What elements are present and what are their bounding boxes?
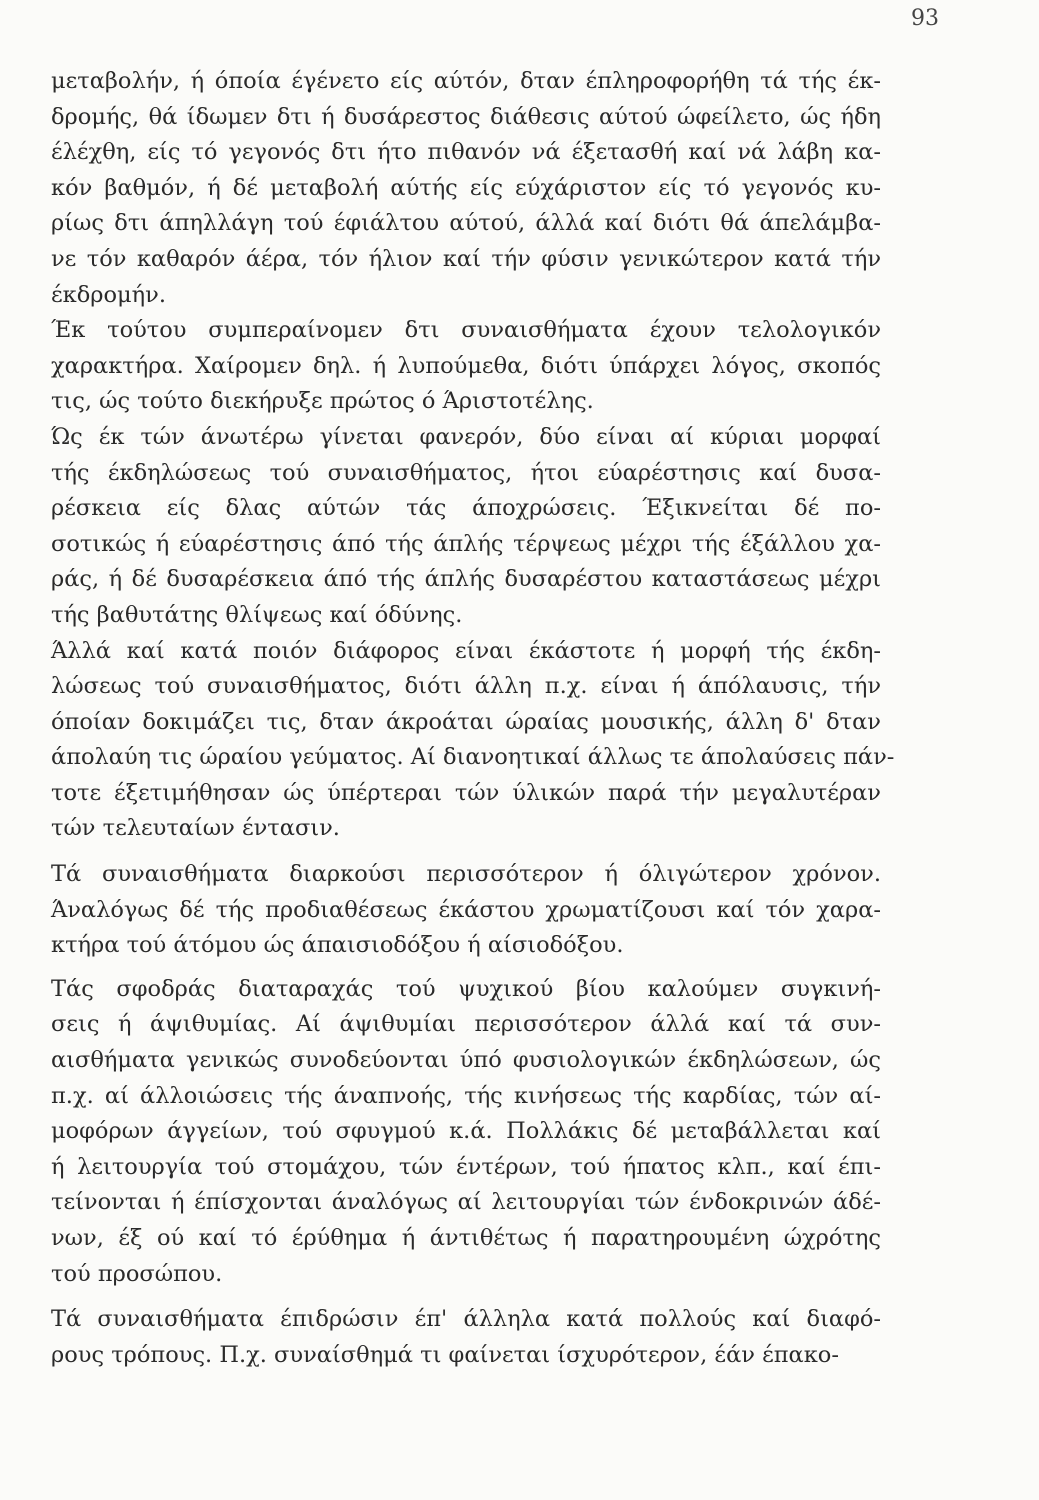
text-line: Τά συναισθήματα έπιδρώσιν έπ' άλληλα κατά πολλούς καί διαφό- xyxy=(51,1306,881,1333)
text-line: έκδρομήν. xyxy=(51,281,166,308)
text-line: άπολαύη τις ώραίου γεύματος. Αί διανοητικαί άλλως τε άπολαύσεις πάν- xyxy=(51,744,895,771)
text-line: Ώς έκ τών άνωτέρω γίνεται φανερόν, δύο είναι αί κύριαι μορφαί xyxy=(51,423,881,450)
text-line: ή λειτουργία τού στομάχου, τών έντέρων, τού ήπατος κλπ., καί έπι- xyxy=(51,1153,881,1180)
text-line: τής έκδηλώσεως τού συναισθήματος, ήτοι εύαρέστησις καί δυσα- xyxy=(51,459,881,486)
paragraph-gap xyxy=(51,1292,881,1302)
text-line: ρους τρόπους. Π.χ. συναίσθημά τι φαίνεται ίσχυρότερον, έάν έπακο- xyxy=(51,1341,839,1368)
paragraph xyxy=(51,420,881,634)
paragraph xyxy=(51,313,881,420)
text-line: Άλλά καί κατά ποιόν διάφορος είναι έκάστοτε ή μορφή τής έκδη- xyxy=(51,637,881,664)
text-line: όποίαν δοκιμάζει τις, δταν άκροάται ώραίας μουσικής, άλλη δ' δταν xyxy=(51,708,881,735)
text-line: τις, ώς τούτο διεκήρυξε πρώτος ό Άριστοτέλης. xyxy=(51,388,594,415)
text-line: κτήρα τού άτόμου ώς άπαισιοδόξου ή αίσιοδόξου. xyxy=(51,932,624,959)
text-line: Έκ τούτου συμπεραίνομεν δτι συναισθήματα έχουν τελολογικόν xyxy=(51,317,881,344)
text-line: Τάς σφοδράς διαταραχάς τού ψυχικού βίου καλούμεν συγκινή- xyxy=(51,975,881,1002)
text-line: χαρακτήρα. Χαίρομεν δηλ. ή λυπούμεθα, διότι ύπάρχει λόγος, σκοπός xyxy=(51,352,881,379)
text-line: τοτε έξετιμήθησαν ώς ύπέρτεραι τών ύλικών παρά τήν μεγαλυτέραν xyxy=(51,779,881,806)
paragraph-gap xyxy=(51,964,881,972)
paragraph xyxy=(51,1302,881,1373)
paragraph xyxy=(51,634,895,848)
text-line: κόν βαθμόν, ή δέ μεταβολή αύτής είς εύχάριστον είς τό γεγονός κυ- xyxy=(51,174,881,201)
text-line: έλέχθη, είς τό γεγονός δτι ήτο πιθανόν νά έξετασθή καί νά λάβη κα- xyxy=(51,139,881,166)
text-line: Τά συναισθήματα διαρκούσι περισσότερον ή όλιγώτερον χρόνον. xyxy=(51,861,881,888)
text-line: αισθήματα γενικώς συνοδεύονται ύπό φυσιολογικών έκδηλώσεων, ώς xyxy=(51,1047,881,1074)
text-line: τών τελευταίων έντασιν. xyxy=(51,815,340,842)
paragraph xyxy=(51,972,881,1292)
text-line: λώσεως τού συναισθήματος, διότι άλλη π.χ. είναι ή άπόλαυσις, τήν xyxy=(51,673,881,700)
text-line: δρομής, θά ίδωμεν δτι ή δυσάρεστος διάθεσις αύτού ώφείλετο, ώς ήδη xyxy=(51,103,881,130)
text-line: νων, έξ ού καί τό έρύθημα ή άντιθέτως ή παρατηρουμένη ώχρότης xyxy=(51,1225,881,1251)
text-line: σεις ή άψιθυμίας. Αί άψιθυμίαι περισσότερον άλλά καί τά συν- xyxy=(51,1011,881,1038)
paragraph-gap xyxy=(51,847,881,857)
text-line: σοτικώς ή εύαρέστησις άπό τής άπλής τέρψεως μέχρι τής έξάλλου χα- xyxy=(51,530,881,557)
text-line: π.χ. αί άλλοιώσεις τής άναπνοής, τής κινήσεως τής καρδίας, τών αί- xyxy=(51,1082,881,1109)
text-line: τής βαθυτάτης θλίψεως καί όδύνης. xyxy=(51,601,463,628)
body-text xyxy=(51,64,895,1373)
text-line: ρίως δτι άπηλλάγη τού έφιάλτου αύτού, άλλά καί διότι θά άπελάμβα- xyxy=(51,210,881,237)
text-line: τείνονται ή έπίσχονται άναλόγως αί λειτουργίαι τών ένδοκρινών άδέ- xyxy=(51,1189,881,1216)
page-number: 93 xyxy=(911,6,939,31)
text-line: ράς, ή δέ δυσαρέσκεια άπό τής άπλής δυσαρέστου καταστάσεως μέχρι xyxy=(51,566,881,593)
paragraph xyxy=(51,64,881,313)
text-line: Άναλόγως δέ τής προδιαθέσεως έκάστου χρωματίζουσι καί τόν χαρα- xyxy=(51,896,881,923)
text-line: ρέσκεια είς δλας αύτών τάς άποχρώσεις. Έξικνείται δέ πο- xyxy=(51,495,881,522)
text-line: τού προσώπου. xyxy=(51,1260,223,1287)
text-line: νε τόν καθαρόν άέρα, τόν ήλιον καί τήν φύσιν γενικώτερον κατά τήν xyxy=(51,245,881,272)
text-line: μοφόρων άγγείων, τού σφυγμού κ.ά. Πολλάκις δέ μεταβάλλεται καί xyxy=(51,1118,881,1145)
text-line: μεταβολήν, ή όποία έγένετο είς αύτόν, δταν έπληροφορήθη τά τής έκ- xyxy=(51,68,881,94)
paragraph xyxy=(51,857,881,964)
